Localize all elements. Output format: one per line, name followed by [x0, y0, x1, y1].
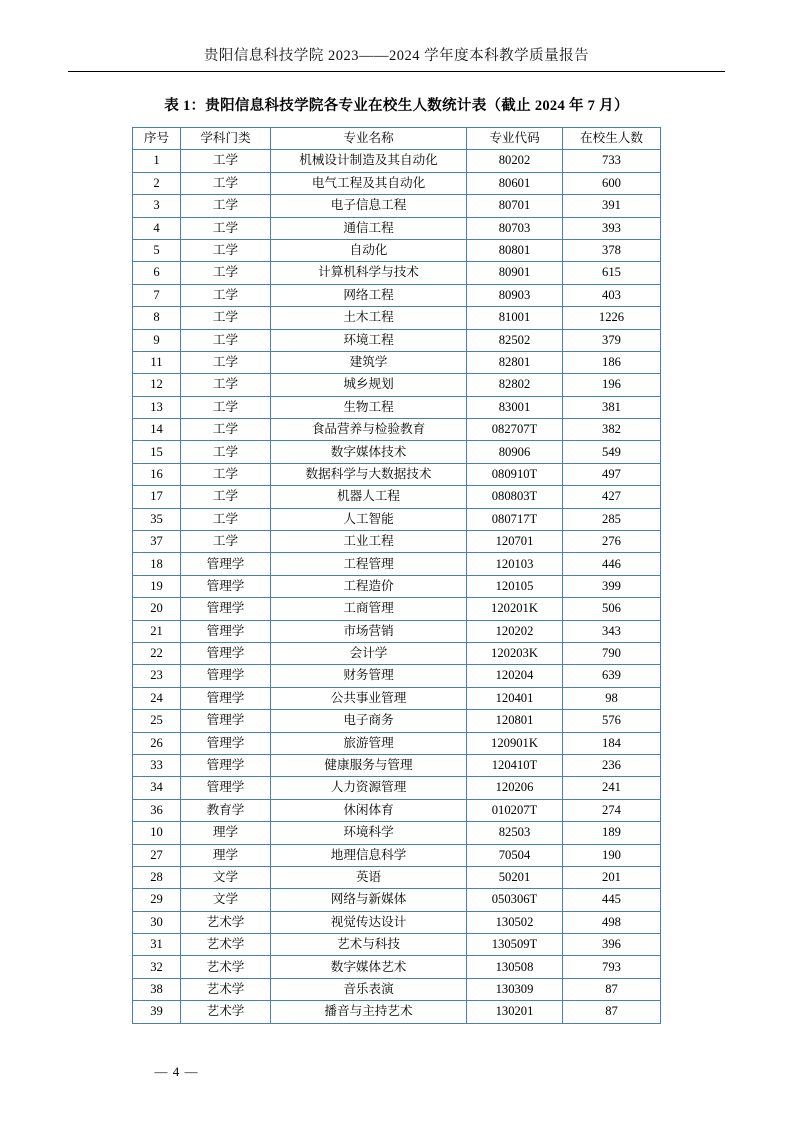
cell-category: 工学 [181, 396, 271, 418]
cell-major-code: 120105 [467, 575, 563, 597]
cell-student-count: 445 [563, 889, 661, 911]
table-row [133, 128, 661, 150]
cell-student-count: 381 [563, 396, 661, 418]
cell-major-code: 82801 [467, 351, 563, 373]
cell-major-name: 通信工程 [271, 217, 467, 239]
table-caption: 表 1：贵阳信息科技学院各专业在校生人数统计表（截止 2024 年 7 月） [164, 98, 629, 114]
cell-major-code: 81001 [467, 307, 563, 329]
cell-category: 理学 [181, 822, 271, 844]
cell-seq: 12 [133, 374, 181, 396]
cell-student-count: 506 [563, 598, 661, 620]
cell-major-code: 80703 [467, 217, 563, 239]
cell-major-name: 食品营养与检验教育 [271, 419, 467, 441]
cell-major-code: 80901 [467, 262, 563, 284]
table-row [133, 934, 661, 956]
cell-major-code: 120801 [467, 710, 563, 732]
cell-category: 管理学 [181, 754, 271, 776]
cell-category: 工学 [181, 374, 271, 396]
cell-category: 管理学 [181, 598, 271, 620]
cell-seq: 21 [133, 620, 181, 642]
cell-seq: 26 [133, 732, 181, 754]
cell-major-name: 环境工程 [271, 329, 467, 351]
table-row [133, 598, 661, 620]
table-row [133, 1001, 661, 1023]
table-header-row [133, 128, 661, 150]
cell-major-code: 130201 [467, 1001, 563, 1023]
cell-major-name: 土木工程 [271, 307, 467, 329]
cell-seq: 24 [133, 687, 181, 709]
cell-category: 工学 [181, 463, 271, 485]
cell-major-code: 130508 [467, 956, 563, 978]
cell-seq: 19 [133, 575, 181, 597]
cell-major-name: 网络工程 [271, 284, 467, 306]
page-header [62, 44, 731, 71]
page-number: — 4 — [154, 1064, 199, 1079]
cell-seq: 13 [133, 396, 181, 418]
cell-category: 文学 [181, 866, 271, 888]
cell-seq: 11 [133, 351, 181, 373]
cell-category: 教育学 [181, 799, 271, 821]
cell-seq: 29 [133, 889, 181, 911]
cell-category: 理学 [181, 844, 271, 866]
table-row [133, 172, 661, 194]
cell-seq: 22 [133, 642, 181, 664]
column-header-seq: 序号 [133, 128, 181, 150]
cell-category: 工学 [181, 239, 271, 261]
cell-seq: 36 [133, 799, 181, 821]
cell-category: 文学 [181, 889, 271, 911]
cell-category: 艺术学 [181, 956, 271, 978]
cell-student-count: 403 [563, 284, 661, 306]
cell-major-code: 80701 [467, 195, 563, 217]
table-row [133, 217, 661, 239]
table-row [133, 195, 661, 217]
table-row [133, 844, 661, 866]
cell-major-name: 电子商务 [271, 710, 467, 732]
column-header-major-name: 专业名称 [271, 128, 467, 150]
cell-major-name: 工商管理 [271, 598, 467, 620]
cell-seq: 15 [133, 441, 181, 463]
cell-major-name: 计算机科学与技术 [271, 262, 467, 284]
cell-seq: 23 [133, 665, 181, 687]
cell-major-code: 120202 [467, 620, 563, 642]
cell-student-count: 196 [563, 374, 661, 396]
table-row [133, 262, 661, 284]
cell-major-name: 旅游管理 [271, 732, 467, 754]
cell-student-count: 793 [563, 956, 661, 978]
table-row [133, 911, 661, 933]
cell-major-code: 120204 [467, 665, 563, 687]
table-row [133, 374, 661, 396]
cell-seq: 37 [133, 531, 181, 553]
cell-major-name: 会计学 [271, 642, 467, 664]
cell-student-count: 184 [563, 732, 661, 754]
cell-seq: 25 [133, 710, 181, 732]
table-row [133, 531, 661, 553]
cell-major-name: 工业工程 [271, 531, 467, 553]
table-row [133, 710, 661, 732]
table-row [133, 307, 661, 329]
cell-category: 工学 [181, 508, 271, 530]
cell-seq: 6 [133, 262, 181, 284]
cell-major-code: 80906 [467, 441, 563, 463]
cell-student-count: 549 [563, 441, 661, 463]
cell-major-name: 数据科学与大数据技术 [271, 463, 467, 485]
cell-seq: 7 [133, 284, 181, 306]
cell-category: 工学 [181, 419, 271, 441]
cell-category: 工学 [181, 195, 271, 217]
cell-category: 工学 [181, 262, 271, 284]
cell-major-name: 视觉传达设计 [271, 911, 467, 933]
cell-seq: 10 [133, 822, 181, 844]
cell-major-code: 120103 [467, 553, 563, 575]
cell-seq: 30 [133, 911, 181, 933]
cell-category: 工学 [181, 351, 271, 373]
cell-seq: 39 [133, 1001, 181, 1023]
cell-major-code: 080910T [467, 463, 563, 485]
cell-major-code: 82502 [467, 329, 563, 351]
cell-student-count: 576 [563, 710, 661, 732]
table-row [133, 284, 661, 306]
cell-seq: 1 [133, 150, 181, 172]
cell-seq: 17 [133, 486, 181, 508]
cell-student-count: 98 [563, 687, 661, 709]
cell-major-name: 人工智能 [271, 508, 467, 530]
cell-student-count: 87 [563, 1001, 661, 1023]
table-row [133, 866, 661, 888]
cell-student-count: 190 [563, 844, 661, 866]
table-row [133, 329, 661, 351]
cell-student-count: 615 [563, 262, 661, 284]
table-row [133, 642, 661, 664]
cell-major-code: 120701 [467, 531, 563, 553]
cell-student-count: 186 [563, 351, 661, 373]
table-row [133, 889, 661, 911]
cell-major-name: 机器人工程 [271, 486, 467, 508]
cell-category: 艺术学 [181, 934, 271, 956]
cell-seq: 3 [133, 195, 181, 217]
cell-major-code: 120410T [467, 754, 563, 776]
cell-major-name: 自动化 [271, 239, 467, 261]
cell-major-name: 工程造价 [271, 575, 467, 597]
cell-student-count: 378 [563, 239, 661, 261]
cell-category: 管理学 [181, 620, 271, 642]
cell-major-code: 80202 [467, 150, 563, 172]
cell-seq: 4 [133, 217, 181, 239]
cell-major-code: 120201K [467, 598, 563, 620]
table-row [133, 396, 661, 418]
cell-category: 管理学 [181, 665, 271, 687]
table-row [133, 665, 661, 687]
cell-major-code: 130309 [467, 978, 563, 1000]
table-row [133, 687, 661, 709]
cell-category: 管理学 [181, 687, 271, 709]
table-row [133, 777, 661, 799]
cell-category: 管理学 [181, 642, 271, 664]
cell-student-count: 343 [563, 620, 661, 642]
cell-student-count: 285 [563, 508, 661, 530]
table-row [133, 822, 661, 844]
cell-major-code: 70504 [467, 844, 563, 866]
cell-student-count: 274 [563, 799, 661, 821]
cell-major-code: 080803T [467, 486, 563, 508]
cell-category: 管理学 [181, 575, 271, 597]
cell-major-code: 120401 [467, 687, 563, 709]
cell-major-name: 市场营销 [271, 620, 467, 642]
table-body [133, 150, 661, 1023]
cell-major-code: 82802 [467, 374, 563, 396]
cell-student-count: 733 [563, 150, 661, 172]
cell-major-code: 50201 [467, 866, 563, 888]
cell-major-code: 120901K [467, 732, 563, 754]
cell-student-count: 600 [563, 172, 661, 194]
table-row [133, 620, 661, 642]
cell-category: 管理学 [181, 710, 271, 732]
cell-major-name: 数字媒体艺术 [271, 956, 467, 978]
cell-seq: 28 [133, 866, 181, 888]
cell-student-count: 241 [563, 777, 661, 799]
cell-major-name: 生物工程 [271, 396, 467, 418]
cell-major-code: 010207T [467, 799, 563, 821]
cell-major-name: 音乐表演 [271, 978, 467, 1000]
cell-major-code: 130509T [467, 934, 563, 956]
cell-major-name: 工程管理 [271, 553, 467, 575]
cell-category: 工学 [181, 217, 271, 239]
cell-major-name: 公共事业管理 [271, 687, 467, 709]
cell-major-name: 环境科学 [271, 822, 467, 844]
cell-category: 工学 [181, 329, 271, 351]
cell-seq: 2 [133, 172, 181, 194]
enrollment-table [132, 127, 661, 1024]
table-row [133, 732, 661, 754]
cell-student-count: 87 [563, 978, 661, 1000]
cell-student-count: 396 [563, 934, 661, 956]
cell-major-code: 80601 [467, 172, 563, 194]
cell-category: 工学 [181, 441, 271, 463]
cell-category: 管理学 [181, 777, 271, 799]
cell-seq: 5 [133, 239, 181, 261]
cell-major-code: 130502 [467, 911, 563, 933]
cell-major-code: 80903 [467, 284, 563, 306]
table-row [133, 486, 661, 508]
cell-category: 工学 [181, 486, 271, 508]
header-divider [68, 71, 725, 72]
cell-category: 艺术学 [181, 978, 271, 1000]
column-header-major-code: 专业代码 [467, 128, 563, 150]
cell-seq: 38 [133, 978, 181, 1000]
table-row [133, 508, 661, 530]
cell-major-name: 数字媒体技术 [271, 441, 467, 463]
cell-category: 工学 [181, 284, 271, 306]
cell-category: 艺术学 [181, 911, 271, 933]
cell-major-name: 英语 [271, 866, 467, 888]
cell-student-count: 498 [563, 911, 661, 933]
cell-major-name: 人力资源管理 [271, 777, 467, 799]
table-row [133, 419, 661, 441]
cell-student-count: 391 [563, 195, 661, 217]
cell-category: 工学 [181, 172, 271, 194]
cell-seq: 35 [133, 508, 181, 530]
cell-student-count: 427 [563, 486, 661, 508]
cell-seq: 18 [133, 553, 181, 575]
cell-seq: 31 [133, 934, 181, 956]
cell-student-count: 446 [563, 553, 661, 575]
cell-major-code: 120203K [467, 642, 563, 664]
cell-major-code: 082707T [467, 419, 563, 441]
cell-seq: 27 [133, 844, 181, 866]
cell-seq: 8 [133, 307, 181, 329]
cell-major-name: 城乡规划 [271, 374, 467, 396]
cell-major-name: 休闲体育 [271, 799, 467, 821]
cell-category: 管理学 [181, 732, 271, 754]
cell-category: 工学 [181, 531, 271, 553]
column-header-student-count: 在校生人数 [563, 128, 661, 150]
table-row [133, 978, 661, 1000]
cell-student-count: 639 [563, 665, 661, 687]
cell-major-code: 82503 [467, 822, 563, 844]
cell-seq: 34 [133, 777, 181, 799]
cell-student-count: 1226 [563, 307, 661, 329]
table-row [133, 150, 661, 172]
table-row [133, 239, 661, 261]
cell-seq: 9 [133, 329, 181, 351]
page-footer [0, 1064, 793, 1080]
cell-student-count: 399 [563, 575, 661, 597]
cell-seq: 20 [133, 598, 181, 620]
table-row [133, 441, 661, 463]
cell-major-name: 机械设计制造及其自动化 [271, 150, 467, 172]
cell-student-count: 382 [563, 419, 661, 441]
cell-major-code: 050306T [467, 889, 563, 911]
column-header-category: 学科门类 [181, 128, 271, 150]
cell-student-count: 790 [563, 642, 661, 664]
cell-major-name: 电子信息工程 [271, 195, 467, 217]
cell-student-count: 276 [563, 531, 661, 553]
cell-category: 艺术学 [181, 1001, 271, 1023]
cell-student-count: 393 [563, 217, 661, 239]
table-row [133, 553, 661, 575]
cell-major-name: 艺术与科技 [271, 934, 467, 956]
cell-major-code: 120206 [467, 777, 563, 799]
cell-student-count: 497 [563, 463, 661, 485]
cell-major-code: 080717T [467, 508, 563, 530]
cell-seq: 16 [133, 463, 181, 485]
cell-major-code: 80801 [467, 239, 563, 261]
cell-major-name: 健康服务与管理 [271, 754, 467, 776]
cell-seq: 32 [133, 956, 181, 978]
cell-student-count: 379 [563, 329, 661, 351]
cell-major-name: 播音与主持艺术 [271, 1001, 467, 1023]
cell-major-code: 83001 [467, 396, 563, 418]
cell-category: 工学 [181, 307, 271, 329]
table-row [133, 754, 661, 776]
table-row [133, 799, 661, 821]
cell-category: 管理学 [181, 553, 271, 575]
cell-major-name: 电气工程及其自动化 [271, 172, 467, 194]
table-row [133, 463, 661, 485]
cell-major-name: 网络与新媒体 [271, 889, 467, 911]
cell-student-count: 201 [563, 866, 661, 888]
table-row [133, 956, 661, 978]
cell-category: 工学 [181, 150, 271, 172]
header-title: 贵阳信息科技学院 2023——2024 学年度本科教学质量报告 [203, 48, 590, 64]
cell-seq: 33 [133, 754, 181, 776]
cell-seq: 14 [133, 419, 181, 441]
table-row [133, 351, 661, 373]
cell-student-count: 236 [563, 754, 661, 776]
cell-major-name: 地理信息科学 [271, 844, 467, 866]
cell-major-name: 财务管理 [271, 665, 467, 687]
cell-student-count: 189 [563, 822, 661, 844]
cell-major-name: 建筑学 [271, 351, 467, 373]
table-row [133, 575, 661, 597]
